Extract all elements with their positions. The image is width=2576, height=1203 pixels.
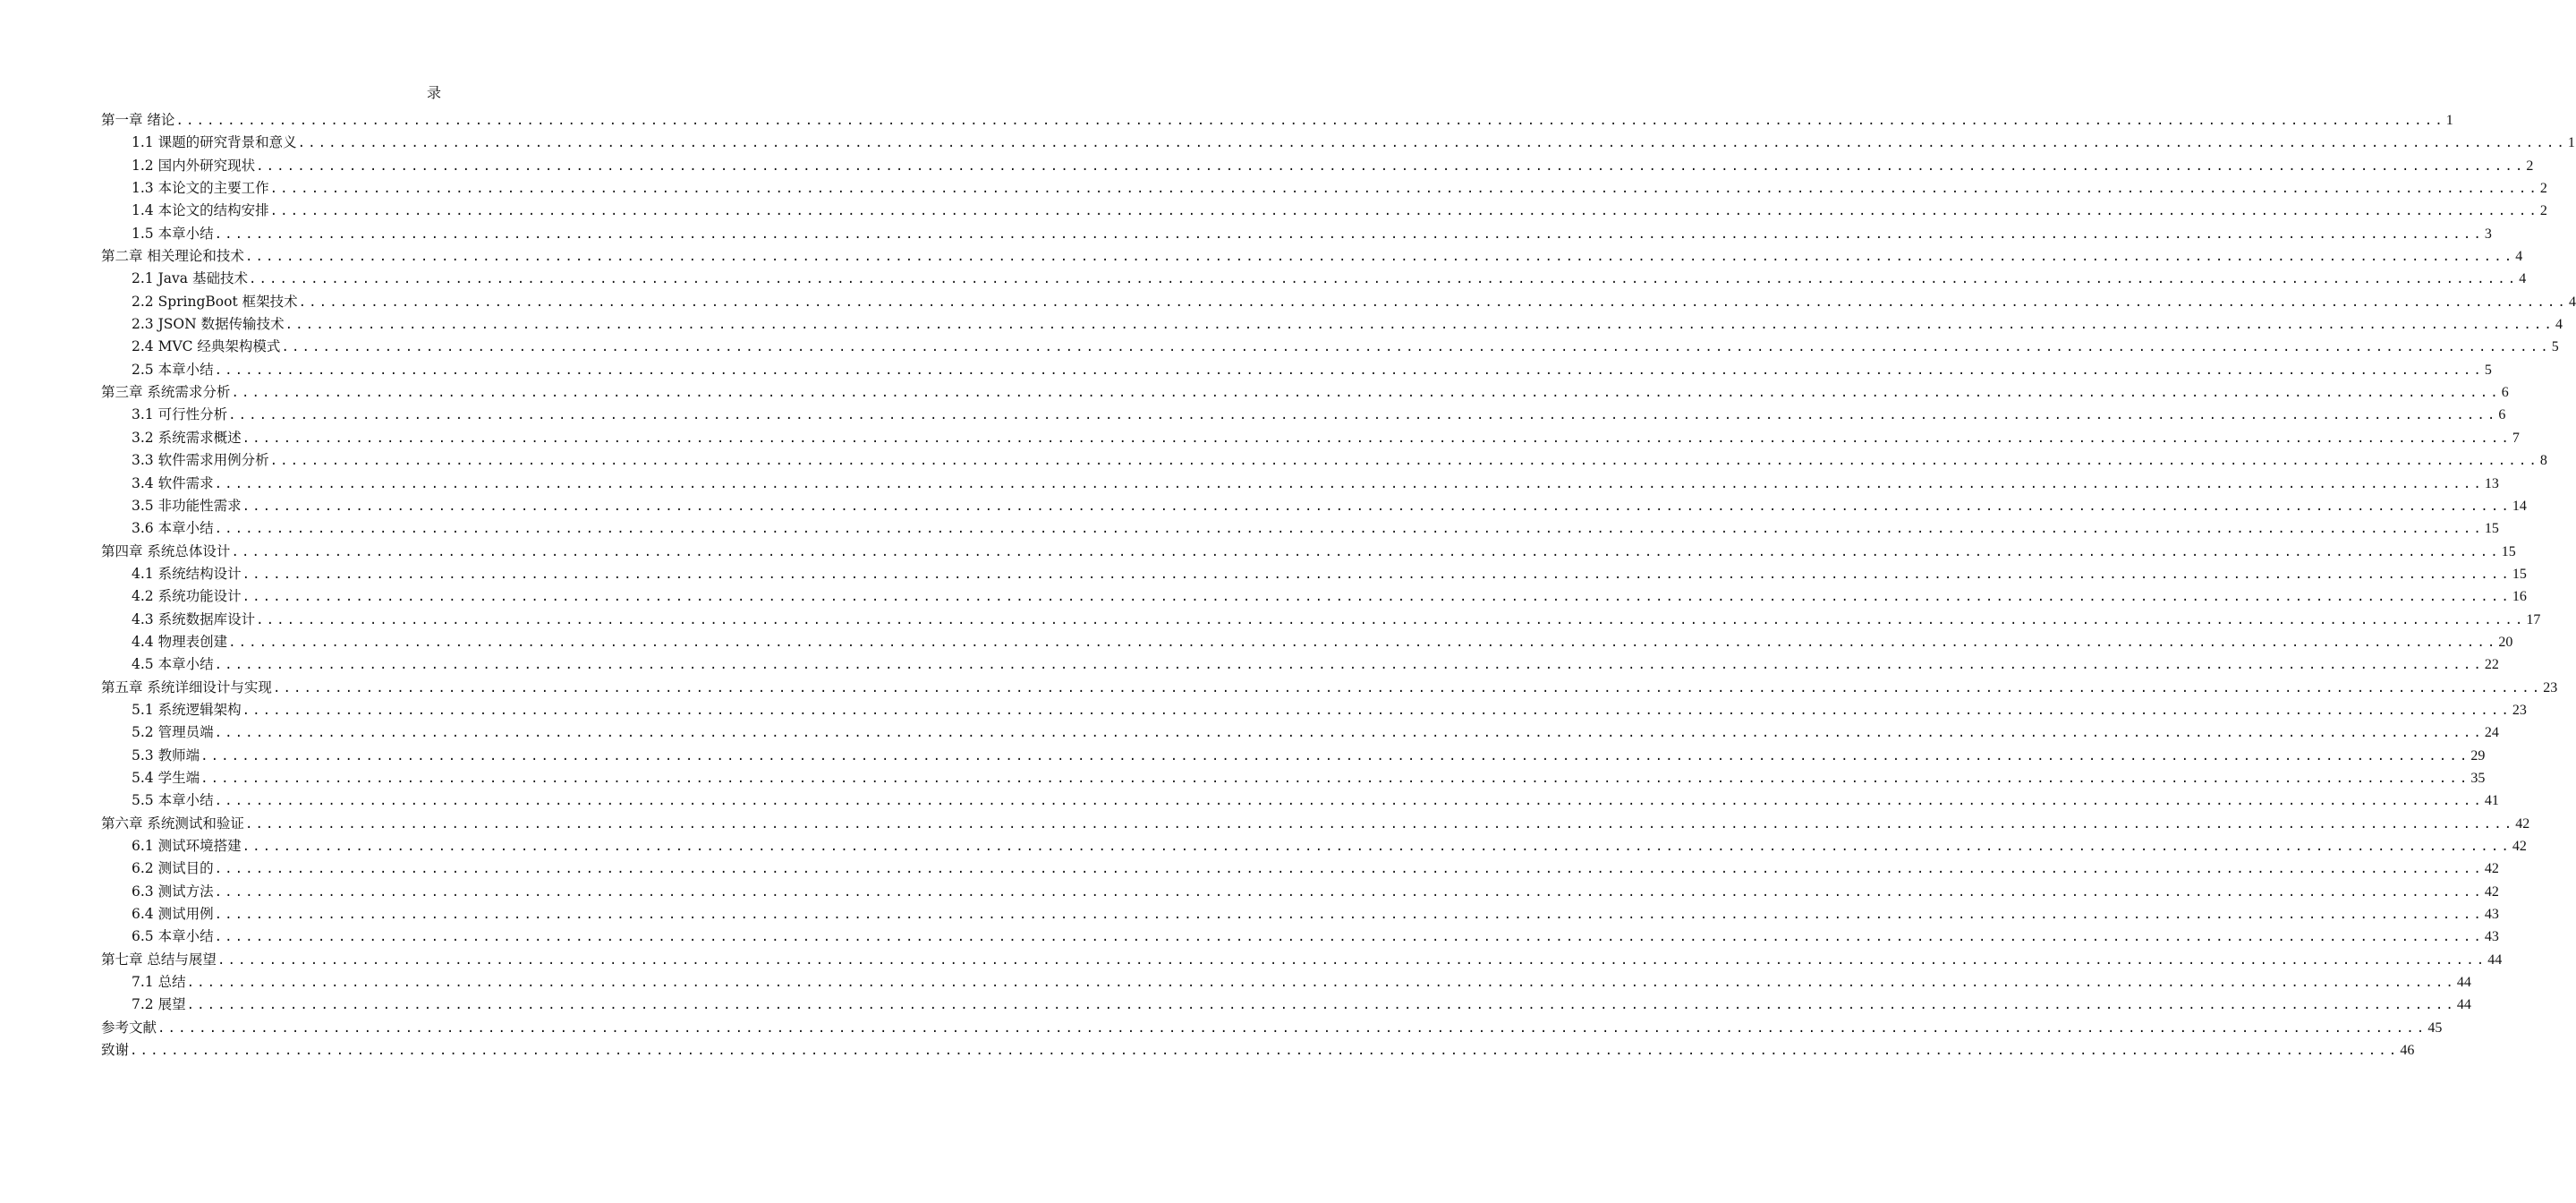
toc-entry-label: 2.5 本章小结 (132, 361, 214, 378)
toc-section-entry[interactable] (101, 653, 2499, 676)
toc-entry-label: 4.4 物理表创建 (132, 633, 228, 650)
toc-dot-leader: ............................................................................................................................................................................................................................ (200, 748, 2470, 764)
toc-section-entry[interactable] (101, 767, 2486, 789)
toc-entry-label: 1.4 本论文的结构安排 (132, 202, 269, 219)
toc-section-entry[interactable] (101, 268, 2527, 290)
toc-title: 录 (426, 84, 441, 101)
toc-page-number: 6 (2498, 407, 2506, 423)
toc-dot-leader: ............................................................................................................................................................................................................................ (269, 454, 2539, 469)
toc-entry-label: 1.3 本论文的主要工作 (132, 180, 269, 197)
toc-dot-leader: ............................................................................................................................................................................................................................ (242, 431, 2512, 446)
toc-section-entry[interactable] (101, 745, 2486, 767)
toc-entry-label: 致谢 (101, 1042, 130, 1059)
toc-entry-label: 4.3 系统数据库设计 (132, 610, 256, 627)
toc-entry-label: 5.5 本章小结 (132, 792, 214, 809)
toc-page-number: 45 (2427, 1020, 2443, 1036)
toc-dot-leader: ............................................................................................................................................................................................................................ (269, 204, 2539, 219)
toc-page-number: 24 (2484, 725, 2499, 741)
toc-page-number: 4 (2515, 249, 2523, 265)
toc-chapter-entry[interactable] (101, 677, 2558, 699)
toc-page-number: 1 (2567, 135, 2575, 151)
toc-section-entry[interactable] (101, 291, 2576, 313)
toc-section-entry[interactable] (101, 473, 2499, 495)
toc-dot-leader: ............................................................................................................................................................................................................................ (214, 908, 2484, 923)
toc-section-entry[interactable] (101, 517, 2499, 540)
toc-section-entry[interactable] (101, 404, 2506, 426)
toc-section-entry[interactable] (101, 994, 2471, 1016)
toc-section-entry[interactable] (101, 699, 2527, 721)
toc-dot-leader: ............................................................................................................................................................................................................................ (214, 476, 2484, 491)
toc-entry-label: 6.5 本章小结 (132, 928, 214, 945)
toc-page-number: 44 (2456, 975, 2471, 991)
toc-dot-leader: ............................................................................................................................................................................................................................ (242, 590, 2512, 605)
toc-entry-label: 6.2 测试目的 (132, 860, 214, 877)
toc-entry-label: 2.1 Java 基础技术 (132, 270, 248, 287)
toc-entry-label: 1.2 国内外研究现状 (132, 157, 256, 174)
toc-section-entry[interactable] (101, 609, 2541, 631)
toc-page-number: 16 (2512, 589, 2527, 605)
toc-entry-label: 2.2 SpringBoot 框架技术 (132, 293, 298, 310)
toc-section-entry[interactable] (101, 427, 2520, 449)
toc-section-entry[interactable] (101, 903, 2499, 926)
toc-chapter-entry[interactable] (101, 1017, 2443, 1039)
toc-page-number: 4 (2555, 317, 2563, 333)
toc-entry-label: 1.1 课题的研究背景和意义 (132, 134, 297, 151)
toc-entry-label: 4.1 系统结构设计 (132, 565, 242, 582)
toc-section-entry[interactable] (101, 313, 2563, 336)
toc-dot-leader: ............................................................................................................................................................................................................................ (256, 612, 2526, 627)
toc-entry-label: 第一章 绪论 (101, 112, 175, 128)
toc-dot-leader: ............................................................................................................................................................................................................................ (130, 1044, 2400, 1059)
toc-page-number: 43 (2484, 907, 2499, 923)
toc-page-number: 5 (2484, 362, 2492, 378)
toc-entry-label: 2.3 JSON 数据传输技术 (132, 316, 285, 333)
toc-page-number: 17 (2526, 611, 2541, 627)
toc-dot-leader: ............................................................................................................................................................................................................................ (217, 952, 2487, 968)
toc-page-number: 46 (2400, 1043, 2415, 1059)
toc-dot-leader: ............................................................................................................................................................................................................................ (244, 816, 2515, 832)
toc-page-number: 42 (2512, 839, 2527, 854)
toc-page-number: 15 (2512, 566, 2527, 582)
toc-section-entry[interactable] (101, 223, 2492, 245)
toc-page-number: 7 (2512, 430, 2520, 446)
toc-entry-label: 第七章 总结与展望 (101, 951, 217, 968)
toc-page-number: 20 (2498, 634, 2513, 650)
toc-page-number: 44 (2456, 997, 2471, 1013)
toc-dot-leader: ............................................................................................................................................................................................................................ (242, 703, 2512, 718)
toc-page-number: 14 (2512, 498, 2527, 514)
toc-section-entry[interactable] (101, 336, 2559, 358)
toc-section-entry[interactable] (101, 359, 2492, 381)
toc-section-entry[interactable] (101, 563, 2527, 585)
toc-entry-label: 5.3 教师端 (132, 747, 200, 764)
toc-section-entry[interactable] (101, 835, 2527, 857)
toc-entry-label: 3.1 可行性分析 (132, 406, 228, 423)
toc-dot-leader: ............................................................................................................................................................................................................................ (186, 976, 2456, 991)
toc-dot-leader: ............................................................................................................................................................................................................................ (242, 840, 2512, 854)
toc-page-number: 6 (2501, 385, 2509, 401)
toc-entry-label: 2.4 MVC 经典架构模式 (132, 338, 281, 355)
toc-page-number: 42 (2484, 883, 2499, 900)
toc-dot-leader: ............................................................................................................................................................................................................................ (269, 182, 2539, 197)
toc-page-number: 35 (2470, 770, 2486, 786)
toc-section-entry[interactable] (101, 789, 2499, 812)
toc-entry-label: 第四章 系统总体设计 (101, 542, 231, 559)
toc-entry-label: 4.5 本章小结 (132, 656, 214, 673)
toc-dot-leader: ............................................................................................................................................................................................................................ (214, 226, 2484, 242)
toc-page-number: 13 (2484, 475, 2499, 491)
toc-page-number: 1 (2445, 113, 2453, 128)
toc-dot-leader: ............................................................................................................................................................................................................................ (214, 522, 2484, 537)
toc-entry-label: 5.2 管理员端 (132, 724, 214, 741)
toc-page-number: 2 (2539, 203, 2547, 219)
toc-page-number: 3 (2484, 226, 2492, 242)
toc-entry-label: 3.5 非功能性需求 (132, 497, 242, 514)
toc-page-number: 23 (2543, 679, 2558, 695)
toc-entry-label: 6.1 测试环境搭建 (132, 838, 242, 854)
toc-dot-leader: ............................................................................................................................................................................................................................ (214, 862, 2484, 877)
toc-dot-leader: ............................................................................................................................................................................................................................ (281, 340, 2551, 355)
toc-dot-leader: ............................................................................................................................................................................................................................ (214, 726, 2484, 741)
table-of-contents (101, 109, 2576, 1062)
toc-page-number: 23 (2512, 702, 2527, 718)
toc-section-entry[interactable] (101, 631, 2513, 653)
toc-dot-leader: ............................................................................................................................................................................................................................ (175, 114, 2445, 128)
toc-dot-leader: ............................................................................................................................................................................................................................ (214, 794, 2484, 809)
toc-entry-label: 4.2 系统功能设计 (132, 588, 242, 605)
toc-section-entry[interactable] (101, 495, 2527, 517)
toc-dot-leader: ............................................................................................................................................................................................................................ (231, 544, 2501, 559)
toc-section-entry[interactable] (101, 155, 2534, 177)
toc-dot-leader: ............................................................................................................................................................................................................................ (214, 930, 2484, 945)
toc-chapter-entry[interactable] (101, 381, 2509, 404)
toc-entry-label: 第六章 系统测试和验证 (101, 815, 244, 832)
toc-dot-leader: ............................................................................................................................................................................................................................ (297, 136, 2567, 151)
toc-entry-label: 5.4 学生端 (132, 769, 200, 786)
toc-entry-label: 7.2 展望 (132, 996, 186, 1013)
toc-chapter-entry[interactable] (101, 245, 2523, 268)
toc-dot-leader: ............................................................................................................................................................................................................................ (228, 408, 2498, 423)
toc-chapter-entry[interactable] (101, 1039, 2415, 1062)
toc-dot-leader: ............................................................................................................................................................................................................................ (248, 272, 2519, 287)
toc-chapter-entry[interactable] (101, 109, 2453, 132)
toc-section-entry[interactable] (101, 926, 2499, 948)
toc-dot-leader: ............................................................................................................................................................................................................................ (285, 318, 2555, 333)
toc-dot-leader: ............................................................................................................................................................................................................................ (200, 771, 2470, 786)
toc-chapter-entry[interactable] (101, 541, 2516, 563)
toc-entry-label: 第五章 系统详细设计与实现 (101, 678, 272, 695)
toc-entry-label: 5.1 系统逻辑架构 (132, 701, 242, 718)
toc-page-number: 41 (2484, 793, 2499, 809)
toc-dot-leader: ............................................................................................................................................................................................................................ (228, 635, 2498, 650)
toc-page-number: 4 (2519, 271, 2527, 287)
toc-entry-label: 3.2 系统需求概述 (132, 429, 242, 446)
toc-chapter-entry[interactable] (101, 813, 2530, 835)
toc-dot-leader: ............................................................................................................................................................................................................................ (298, 294, 2568, 310)
toc-entry-label: 3.4 软件需求 (132, 474, 214, 491)
toc-dot-leader: ............................................................................................................................................................................................................................ (186, 998, 2456, 1013)
toc-dot-leader: ............................................................................................................................................................................................................................ (272, 680, 2543, 695)
toc-dot-leader: ............................................................................................................................................................................................................................ (244, 250, 2515, 265)
toc-page-number: 2 (2539, 181, 2547, 197)
toc-dot-leader: ............................................................................................................................................................................................................................ (214, 363, 2484, 378)
toc-dot-leader: ............................................................................................................................................................................................................................ (242, 567, 2512, 582)
toc-entry-label: 6.4 测试用例 (132, 906, 214, 923)
toc-chapter-entry[interactable] (101, 949, 2503, 971)
toc-entry-label: 3.6 本章小结 (132, 520, 214, 537)
toc-dot-leader: ............................................................................................................................................................................................................................ (231, 386, 2501, 401)
toc-section-entry[interactable] (101, 200, 2547, 222)
toc-page-number: 43 (2484, 929, 2499, 945)
toc-page-number: 29 (2470, 747, 2486, 764)
toc-entry-label: 3.3 软件需求用例分析 (132, 452, 269, 469)
toc-entry-label: 7.1 总结 (132, 974, 186, 991)
toc-dot-leader: ............................................................................................................................................................................................................................ (242, 499, 2512, 514)
toc-page-number: 42 (2515, 815, 2530, 832)
toc-dot-leader: ............................................................................................................................................................................................................................ (157, 1020, 2427, 1036)
toc-section-entry[interactable] (101, 449, 2547, 472)
toc-dot-leader: ............................................................................................................................................................................................................................ (256, 158, 2526, 174)
toc-page-number: 15 (2484, 521, 2499, 537)
toc-section-entry[interactable] (101, 585, 2527, 608)
toc-entry-label: 第三章 系统需求分析 (101, 384, 231, 401)
toc-entry-label: 6.3 测试方法 (132, 883, 214, 900)
toc-entry-label: 第二章 相关理论和技术 (101, 248, 244, 265)
toc-section-entry[interactable] (101, 721, 2499, 744)
toc-page-number: 5 (2551, 339, 2559, 355)
toc-section-entry[interactable] (101, 971, 2471, 994)
toc-section-entry[interactable] (101, 881, 2499, 903)
toc-entry-label: 参考文献 (101, 1019, 157, 1036)
toc-page-number: 44 (2487, 951, 2503, 968)
toc-page-number: 22 (2484, 657, 2499, 673)
toc-dot-leader: ............................................................................................................................................................................................................................ (214, 658, 2484, 673)
toc-section-entry[interactable] (101, 857, 2499, 880)
toc-page-number: 2 (2526, 158, 2534, 174)
toc-section-entry[interactable] (101, 177, 2547, 200)
toc-page-number: 8 (2539, 453, 2547, 469)
toc-page-number: 42 (2484, 861, 2499, 877)
toc-page-number: 4 (2568, 294, 2576, 310)
toc-page-number: 15 (2501, 543, 2516, 559)
toc-entry-label: 1.5 本章小结 (132, 225, 214, 242)
toc-dot-leader: ............................................................................................................................................................................................................................ (214, 884, 2484, 900)
toc-section-entry[interactable] (101, 132, 2575, 154)
